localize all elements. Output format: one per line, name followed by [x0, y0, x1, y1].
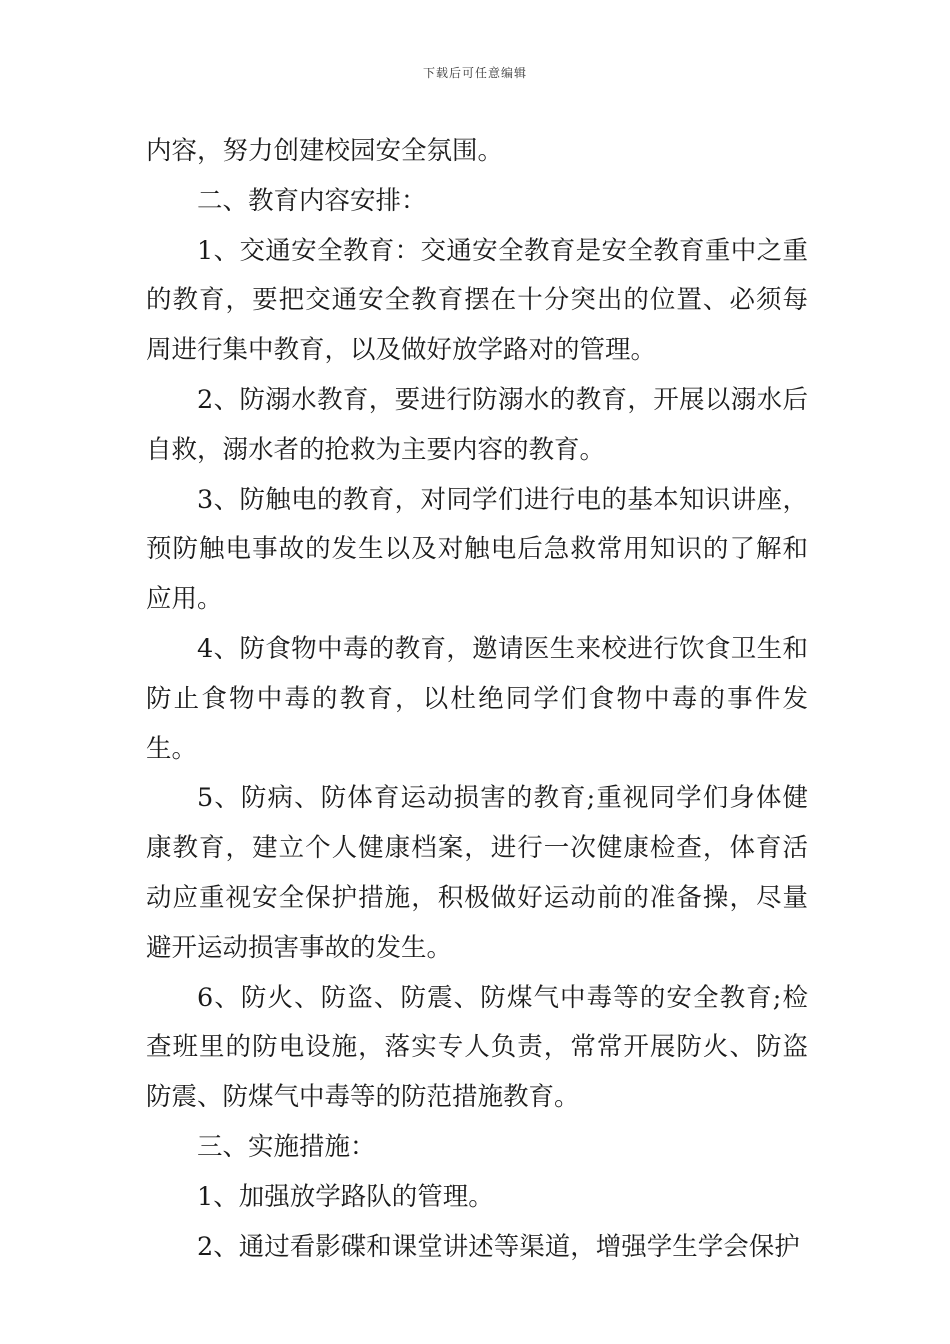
paragraph-traffic-safety: 1、交通安全教育：交通安全教育是安全教育重中之重的教育，要把交通安全教育摆在十分突出的位置、必须每周进行集中教育，以及做好放学路对的管理。	[146, 235, 808, 366]
section-heading-education-content: 二、教育内容安排：	[197, 185, 427, 216]
document-body	[146, 127, 808, 1272]
paragraph-measure-2: 2、通过看影碟和课堂讲述等渠道，增强学生学会保护	[197, 1231, 800, 1262]
section-heading-measures: 三、实施措施：	[197, 1131, 376, 1162]
paragraph-fire-theft-safety: 6、防火、防盗、防震、防煤气中毒等的安全教育;检查班里的防电设施，落实专人负责，常常开展防火、防盗防震、防煤气中毒等的防范措施教育。	[146, 982, 808, 1113]
paragraph-drowning-prevention: 2、防溺水教育，要进行防溺水的教育，开展以溺水后自救，溺水者的抢救为主要内容的教育。	[146, 384, 808, 465]
page-header-note: 下载后可任意编辑	[422, 66, 527, 80]
paragraph-food-poisoning: 4、防食物中毒的教育，邀请医生来校进行饮食卫生和防止食物中毒的教育，以杜绝同学们食物中毒的事件发生。	[146, 633, 808, 764]
paragraph-sports-injury: 5、防病、防体育运动损害的教育;重视同学们身体健康教育，建立个人健康档案，进行一次健康检查，体育活动应重视安全保护措施，积极做好运动前的准备操，尽量避开运动损害事故的发生。	[146, 783, 808, 963]
paragraph-electric-shock: 3、防触电的教育，对同学们进行电的基本知识讲座，预防触电事故的发生以及对触电后急救常用知识的了解和应用。	[146, 484, 808, 615]
paragraph-intro-continuation: 内容，努力创建校园安全氛围。	[146, 136, 504, 166]
paragraph-measure-1: 1、加强放学路队的管理。	[197, 1181, 494, 1212]
